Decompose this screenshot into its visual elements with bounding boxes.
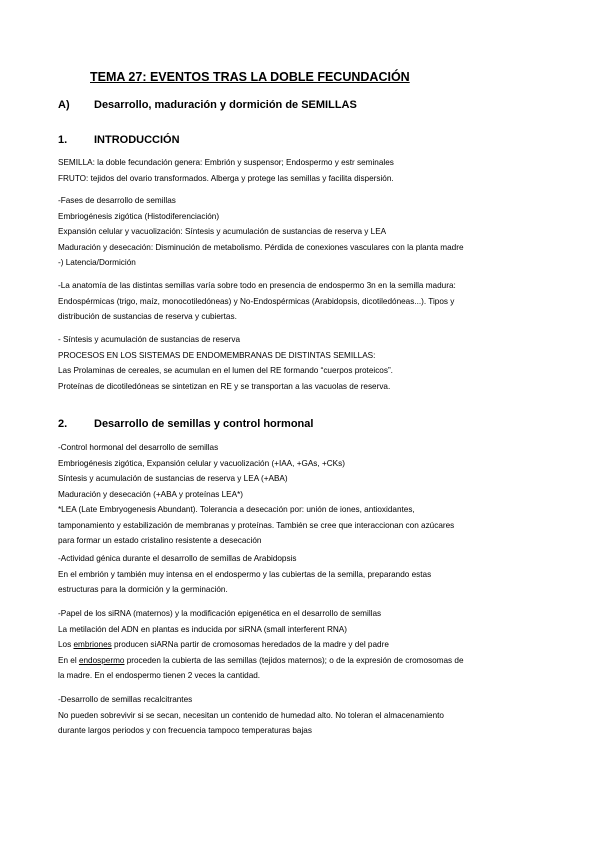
paragraph-line: FRUTO: tejidos del ovario transformados. Alberga y protege las semillas y facilita dispersión. <box>58 173 394 183</box>
section-a-text: Desarrollo, maduración y dormición de SEMILLAS <box>94 99 357 111</box>
paragraph-line: -) Latencia/Dormición <box>58 258 136 267</box>
paragraph-line: Las Prolaminas de cereales, se acumulan en el lumen del RE formando “cuerpos proteicos”. <box>58 366 393 375</box>
line-text: En el <box>58 655 79 665</box>
paragraph-line: No pueden sobrevivir si se secan, necesitan un contenido de humedad alto. No toleran el almacenamiento <box>58 710 444 720</box>
paragraph-line: *LEA (Late Embryogenesis Abundant). Tolerancia a desecación por: unión de iones, antioxidantes, <box>58 505 415 514</box>
control-paragraph-4 <box>58 692 578 739</box>
paragraph-line: -Desarrollo de semillas recalcitrantes <box>58 695 193 704</box>
paragraph-line: Síntesis y acumulación de sustancias de reserva y LEA (+ABA) <box>58 474 288 483</box>
paragraph-line: Endospérmicas (trigo, maíz, monocotiledóneas) y No-Endospérmicas (Arabidopsis, dicotiledóneas...). Tipos y <box>58 296 455 306</box>
paragraph-line <box>58 637 578 653</box>
intro-paragraph-1 <box>58 155 578 186</box>
paragraph-line: la madre. En el endospermo tienen 2 veces la cantidad. <box>58 671 261 680</box>
section-2-number: 2. <box>58 418 68 430</box>
line-text: Los <box>58 640 74 649</box>
paragraph-line: Embriogénesis zigótica (Histodiferenciación) <box>58 211 220 221</box>
paragraph-line: -Fases de desarrollo de semillas <box>58 196 176 205</box>
section-1-number: 1. <box>58 134 68 146</box>
document-title: TEMA 27: EVENTOS TRAS LA DOBLE FECUNDACIÓN <box>90 70 410 84</box>
paragraph-line: -Control hormonal del desarrollo de semillas <box>58 443 219 452</box>
paragraph-line: distribución de sustancias de reserva y cubiertas. <box>58 312 237 321</box>
paragraph-line: En el embrión y también muy intensa en el endospermo y las cubiertas de la semilla, preparando estas <box>58 569 432 579</box>
section-2-heading <box>58 418 313 430</box>
paragraph-line: -Papel de los siRNA (maternos) y la modificación epigenética en el desarrollo de semillas <box>58 609 382 618</box>
control-paragraph-3 <box>58 606 578 684</box>
line-text: proceden la cubierta de las semillas (tejidos maternos); o de la expresión de cromosomas de <box>124 655 464 665</box>
section-1-text: INTRODUCCIÓN <box>94 134 180 146</box>
control-paragraph-2 <box>58 551 578 598</box>
paragraph-line: - Síntesis y acumulación de sustancias de reserva <box>58 335 241 344</box>
intro-paragraph-4 <box>58 332 578 394</box>
paragraph-line: PROCESOS EN LOS SISTEMAS DE ENDOMEMBRANAS DE DISTINTAS SEMILLAS: <box>58 350 376 360</box>
paragraph-line: Proteínas de dicotiledóneas se sintetizan en RE y se transportan a las vacuolas de reserva. <box>58 381 391 391</box>
control-paragraph-1 <box>58 440 578 549</box>
intro-paragraph-3 <box>58 278 578 325</box>
paragraph-line: Maduración y desecación (+ABA y proteínas LEA*) <box>58 489 244 499</box>
paragraph-line: para formar un estado cristalino resistente a desecación <box>58 536 262 545</box>
paragraph-line: SEMILLA: la doble fecundación genera: Embrión y suspensor; Endospermo y estr seminales <box>58 158 394 167</box>
section-a-number: A) <box>58 99 70 111</box>
paragraph-line: La metilación del ADN en plantas es inducida por siRNA (small interferent RNA) <box>58 624 347 634</box>
section-1-heading <box>58 134 180 146</box>
paragraph-line: Embriogénesis zigótica, Expansión celular y vacuolización (+IAA, +GAs, +CKs) <box>58 458 345 468</box>
line-text: producen siARNa partir de cromosomas heredados de la madre y del padre <box>111 640 389 649</box>
paragraph-line: -Actividad génica durante el desarrollo de semillas de Arabidopsis <box>58 554 297 563</box>
intro-paragraph-2 <box>58 193 578 271</box>
section-2-text: Desarrollo de semillas y control hormonal <box>94 418 314 430</box>
underlined-term-endospermo: endospermo <box>78 655 125 665</box>
paragraph-line: durante largos periodos y con frecuencia tampoco temperaturas bajas <box>58 726 312 735</box>
paragraph-line: -La anatomía de las distintas semillas varía sobre todo en presencia de endospermo 3n en la semilla madura: <box>58 281 456 290</box>
underlined-term-embriones: embriones <box>73 640 112 649</box>
paragraph-line: Expansión celular y vacuolización: Síntesis y acumulación de sustancias de reserva y LEA <box>58 227 387 236</box>
paragraph-line: tamponamiento y estabilización de membranas y proteínas. También se cree que interaccionan con azúcares <box>58 520 455 530</box>
paragraph-line: Maduración y desecación: Disminución de metabolismo. Pérdida de conexiones vasculares con la planta madre <box>58 242 464 252</box>
section-a-heading <box>58 99 357 111</box>
paragraph-line: estructuras para la dormición y la germinación. <box>58 585 228 594</box>
paragraph-line <box>58 653 578 669</box>
